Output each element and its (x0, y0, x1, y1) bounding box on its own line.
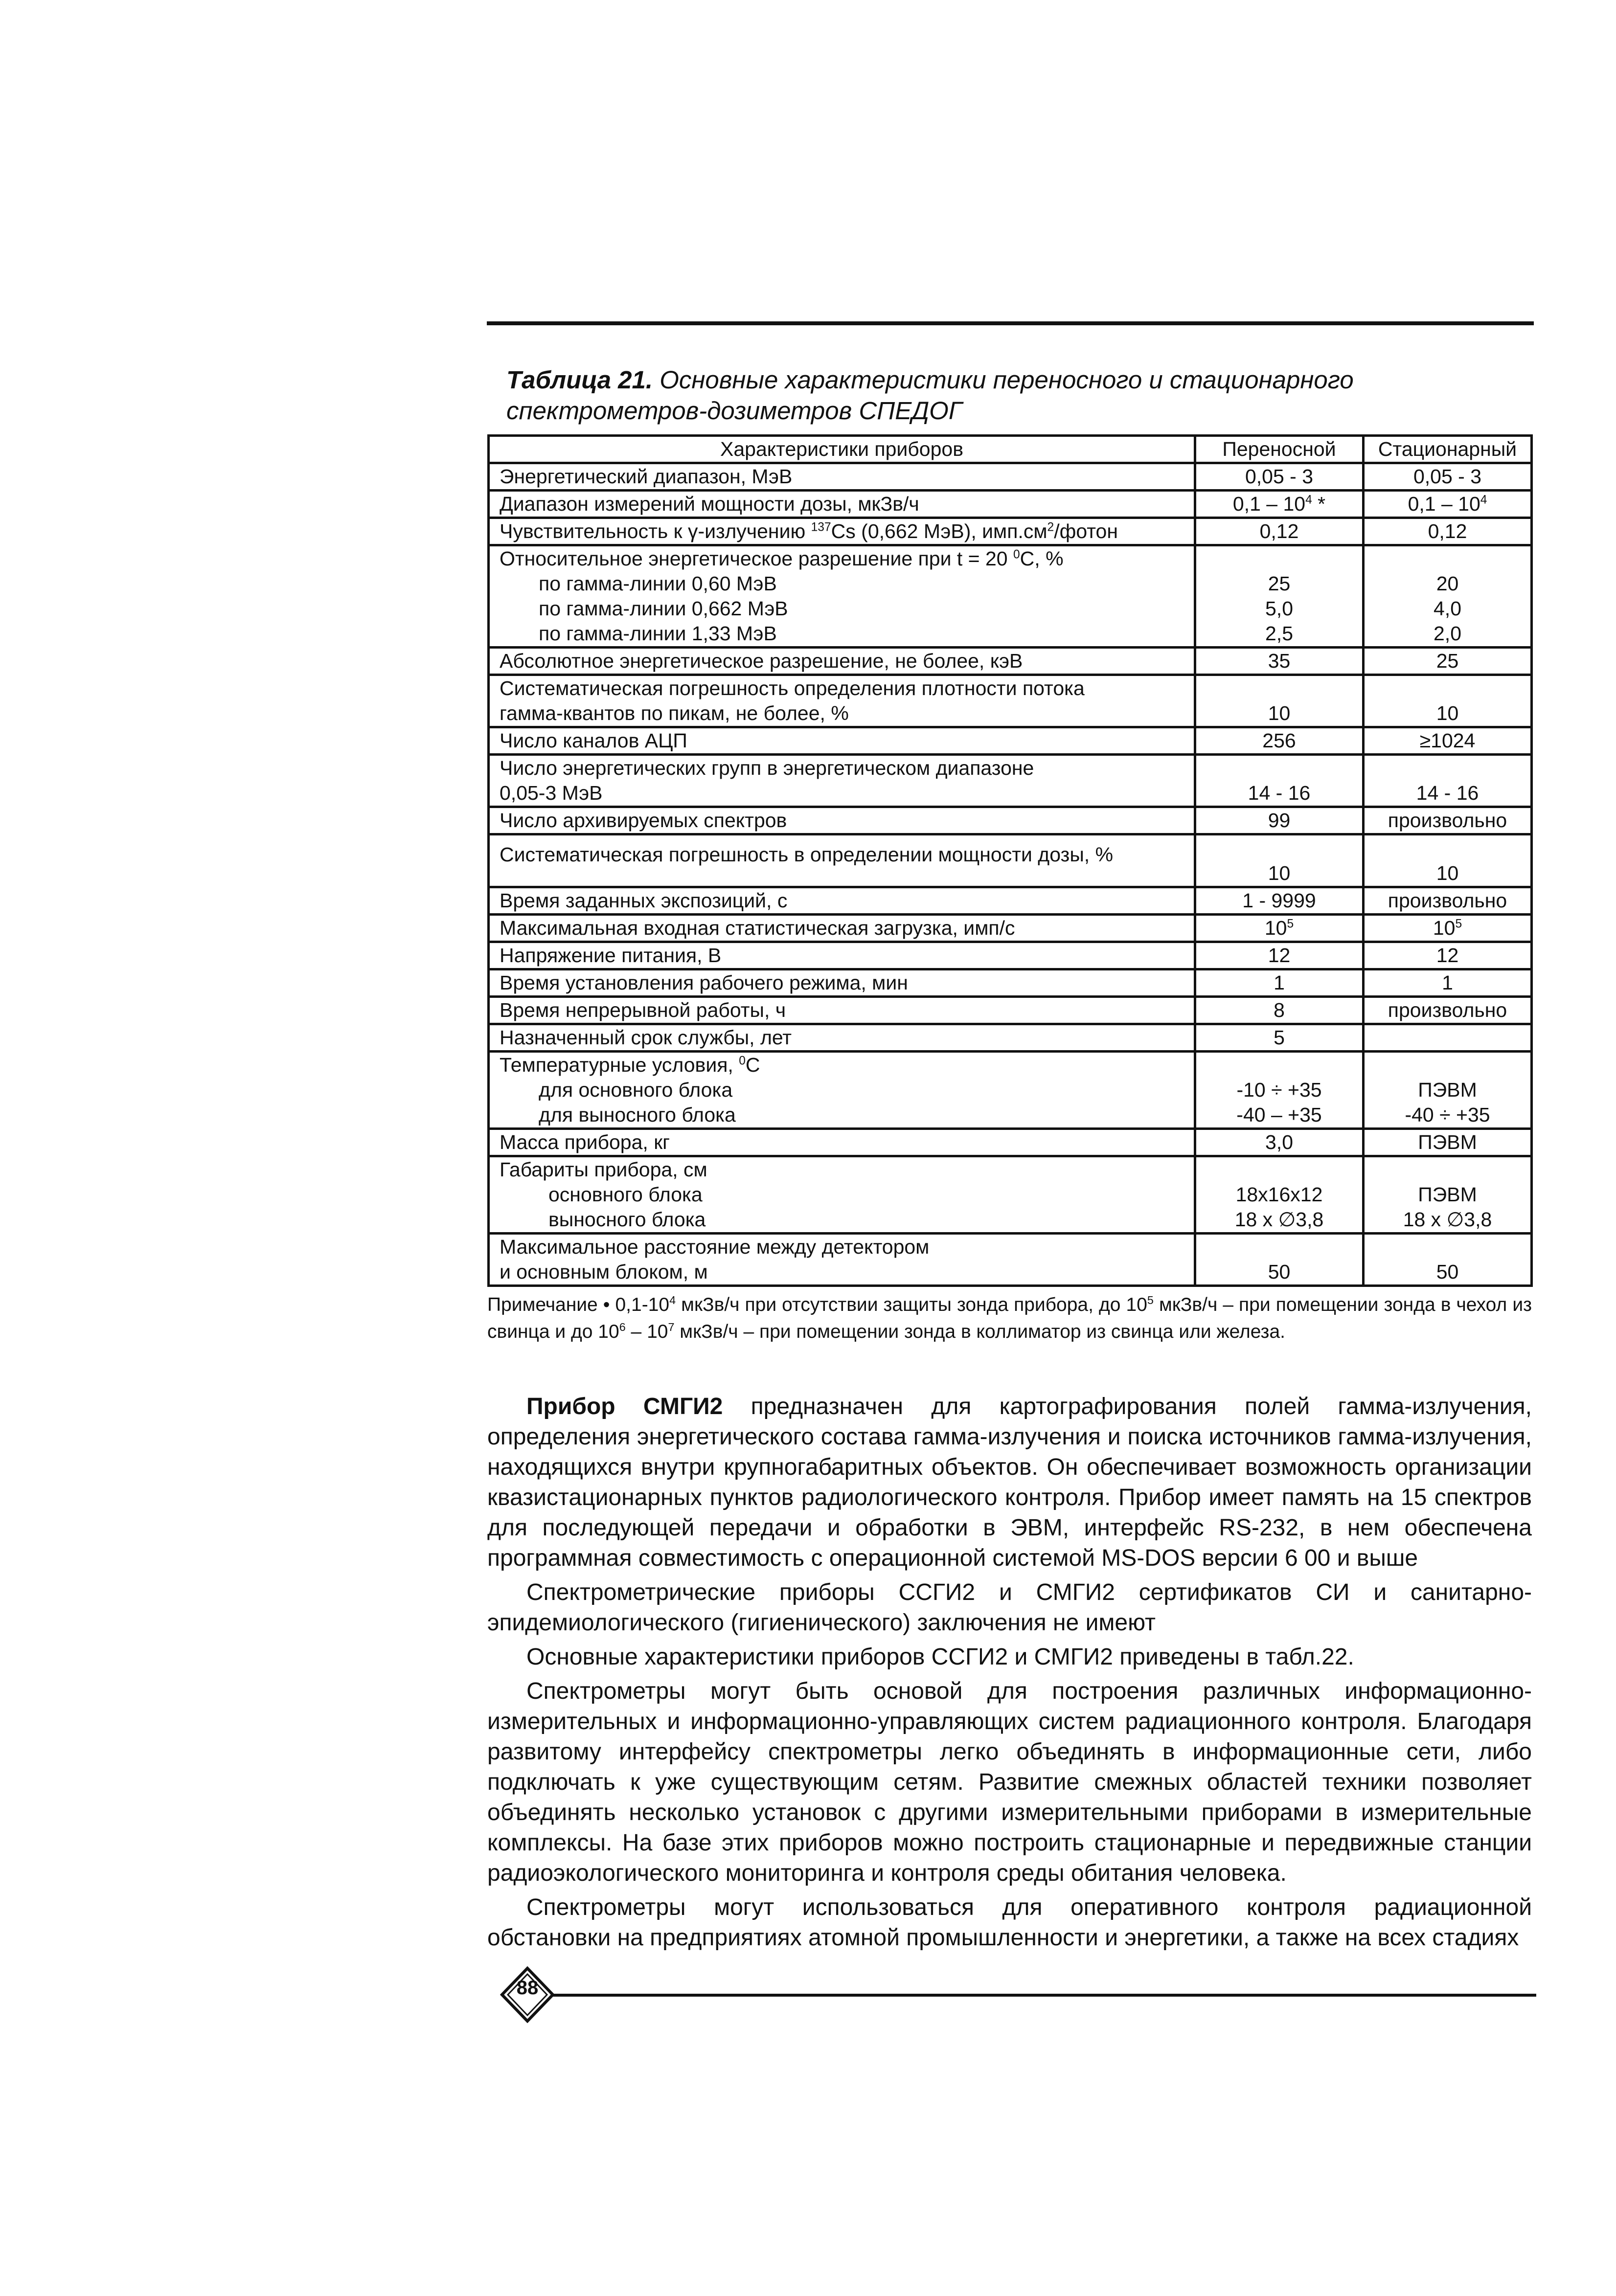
cell-portable: 14 - 16 (1195, 755, 1364, 807)
table-row (489, 463, 1532, 491)
cell-portable: 50 (1195, 1234, 1364, 1286)
cell-stationary: 10 (1364, 834, 1532, 887)
row-label: Масса прибора, кг (489, 1129, 1195, 1156)
row-label: Число энергетических групп в энергетическом диапазоне 0,05-3 МэВ (489, 755, 1195, 807)
cell-portable: 3,0 (1195, 1129, 1364, 1156)
paragraph: Спектрометры могут использоваться для оперативного контроля радиационной обстановки на предприятиях атомной промышленности и энергетики, а также на всех стадиях (487, 1894, 1532, 1951)
row-label: Относительное энергетическое разрешение при t = 20 $^0$С, % по гамма-линии 0,60 МэВ по гамма-линии 0,662 МэВ по гамма-линии 1,33 МэВ (489, 545, 1195, 648)
table-row (489, 727, 1532, 755)
paragraph: Основные характеристики приборов ССГИ2 и СМГИ2 приведены в табл.22. (526, 1644, 1354, 1670)
row-label: Время установления рабочего режима, мин (489, 969, 1195, 997)
row-label: Число каналов АЦП (489, 727, 1195, 755)
cell-stationary: 25 (1364, 648, 1532, 675)
cell-portable: $10^5$ (1195, 915, 1364, 942)
table-row (489, 915, 1532, 942)
paragraph: Прибор СМГИ2 предназначен для картографирования полей гамма-излучения, определения энергетического состава гамма-излучения и поиска источников гамма-излучения, находящихся внутри крупногабаритных объектов. Он обеспечивает возможность организации квазистационарных пунктов радиологического контроля. Прибор имеет память на 15 спектров для последующей передачи и обработки в ЭВМ, интерфейс RS-232, в нем обеспечена программная совместимость с операционной системой MS-DOS версии 6 00 и выше (487, 1394, 1532, 1571)
cell-portable: 256 (1195, 727, 1364, 755)
cell-portable: 5 (1195, 1024, 1364, 1052)
table-row (489, 1234, 1532, 1286)
table-row (489, 887, 1532, 915)
table-row (489, 997, 1532, 1024)
cell-portable: 25 5,0 2,5 (1195, 545, 1364, 648)
table-row (489, 648, 1532, 675)
cell-stationary: ≥1024 (1364, 727, 1532, 755)
cell-portable: 18x16x12 18 x ∅3,8 (1195, 1156, 1364, 1234)
paragraph: Спектрометры могут быть основой для построения различных информационно-измерительных и информационно-управляющих систем радиационного контроля. Благодаря развитому интерфейсу спектрометры легко объединять в информационные сети, либо подключать к уже существующим сетям. Развитие смежных областей техники позволяет объединять несколько установок с другими измерительными приборами в измерительные комплексы. На базе этих приборов можно построить стационарные и передвижные станции радиоэкологического мониторинга и контроля среды обитания человека. (487, 1678, 1532, 1886)
table-row (489, 807, 1532, 834)
row-label: Габариты прибора, см основного блока выносного блока (489, 1156, 1195, 1234)
row-label: Максимальное расстояние между детектором и основным блоком, м (489, 1234, 1195, 1286)
caption-text: Основные характеристики переносного и стационарного спектрометров-дозиметров СПЕДОГ (506, 366, 1354, 425)
cell-stationary: 1 (1364, 969, 1532, 997)
cell-stationary: ПЭВМ 18 x ∅3,8 (1364, 1156, 1532, 1234)
table-row (489, 755, 1532, 807)
spec-table (487, 434, 1533, 1287)
table-row (489, 1052, 1532, 1129)
row-label: Число архивируемых спектров (489, 807, 1195, 834)
cell-portable: 0,12 (1195, 518, 1364, 545)
table-note: Примечание • $0,1-10^4$ мкЗв/ч при отсутствии защиты зонда прибора, до $10^5$ мкЗв/ч – при помещении зонда в чехол из свинца и до $10^6 - 10^7$ мкЗв/ч – при помещении зонда в коллиматор из свинца или железа. (487, 1294, 1532, 1342)
row-label: Время заданных экспозиций, с (489, 887, 1195, 915)
cell-stationary (1364, 1024, 1532, 1052)
cell-stationary: 0,05 - 3 (1364, 463, 1532, 491)
sub-label: по гамма-линии 0,60 МэВ (539, 572, 777, 595)
cell-stationary: 14 - 16 (1364, 755, 1532, 807)
table-row (489, 969, 1532, 997)
header-stationary: Стационарный (1364, 436, 1532, 463)
cell-stationary: 50 (1364, 1234, 1532, 1286)
cell-stationary: 0,12 (1364, 518, 1532, 545)
cell-stationary: ПЭВМ -40 ÷ +35 (1364, 1052, 1532, 1129)
header-portable: Переносной (1195, 436, 1364, 463)
cell-portable: 99 (1195, 807, 1364, 834)
row-label: Систематическая погрешность в определении мощности дозы, % (489, 834, 1195, 887)
cell-portable: -10 ÷ +35 -40 – +35 (1195, 1052, 1364, 1129)
caption-label: Таблица 21. (506, 366, 653, 394)
table-caption (506, 364, 1534, 426)
table-row (489, 1129, 1532, 1156)
cell-portable: 10 (1195, 834, 1364, 887)
row-label: Диапазон измерений мощности дозы, мкЗв/ч (489, 491, 1195, 518)
row-label: Максимальная входная статистическая загрузка, имп/с (489, 915, 1195, 942)
cell-stationary: 12 (1364, 942, 1532, 969)
cell-stationary: $0,1 - 10^4$ (1364, 491, 1532, 518)
sub-label: для основного блока (539, 1079, 733, 1101)
table-row (489, 834, 1532, 887)
row-label: Напряжение питания, В (489, 942, 1195, 969)
sub-label: для выносного блока (539, 1103, 736, 1126)
row-label: Температурные условия, $^0$С для основного блока для выносного блока (489, 1052, 1195, 1129)
cell-portable: 8 (1195, 997, 1364, 1024)
cell-portable: 10 (1195, 675, 1364, 727)
cell-portable: $0,1 - 10^4$ * (1195, 491, 1364, 518)
cell-stationary: 10 (1364, 675, 1532, 727)
cell-portable: 1 - 9999 (1195, 887, 1364, 915)
top-rule (487, 321, 1534, 325)
sub-label: выносного блока (548, 1208, 706, 1231)
sub-label: по гамма-линии 0,662 МэВ (539, 597, 788, 620)
row-label: Чувствительность к γ-излучению $^{137}$Cs (0,662 МэВ), $имп.см^2$/фотон (489, 518, 1195, 545)
table-row (489, 545, 1532, 648)
cell-portable: 12 (1195, 942, 1364, 969)
row-label: Энергетический диапазон, МэВ (489, 463, 1195, 491)
table-row (489, 1156, 1532, 1234)
cell-portable: 0,05 - 3 (1195, 463, 1364, 491)
cell-portable: 35 (1195, 648, 1364, 675)
paragraph: Спектрометрические приборы ССГИ2 и СМГИ2 сертификатов СИ и санитарно-эпидемиологического (гигиенического) заключения не имеют (487, 1579, 1532, 1636)
paragraph-lead: Прибор СМГИ2 (526, 1394, 723, 1419)
row-label: Назначенный срок службы, лет (489, 1024, 1195, 1052)
row-label: Систематическая погрешность определения плотности потока гамма-квантов по пикам, не более, % (489, 675, 1195, 727)
cell-stationary: произвольно (1364, 807, 1532, 834)
footer-rule (553, 1994, 1536, 1997)
cell-portable: 1 (1195, 969, 1364, 997)
body-text (487, 1392, 1532, 1953)
table-row (489, 1024, 1532, 1052)
row-label: Абсолютное энергетическое разрешение, не более, кэВ (489, 648, 1195, 675)
table-row (489, 942, 1532, 969)
cell-stationary: $10^5$ (1364, 915, 1532, 942)
table-row (489, 518, 1532, 545)
header-characteristics: Характеристики приборов (489, 436, 1195, 463)
cell-stationary: произвольно (1364, 887, 1532, 915)
sub-label: основного блока (548, 1183, 703, 1206)
page-number: 88 (516, 1977, 539, 1999)
row-label: Время непрерывной работы, ч (489, 997, 1195, 1024)
cell-stationary: произвольно (1364, 997, 1532, 1024)
cell-stationary: ПЭВМ (1364, 1129, 1532, 1156)
cell-stationary: 20 4,0 2,0 (1364, 545, 1532, 648)
table-row (489, 675, 1532, 727)
page-footer (499, 1964, 1536, 2023)
table-row (489, 491, 1532, 518)
table-header-row (489, 436, 1532, 463)
sub-label: по гамма-линии 1,33 МэВ (539, 622, 777, 645)
